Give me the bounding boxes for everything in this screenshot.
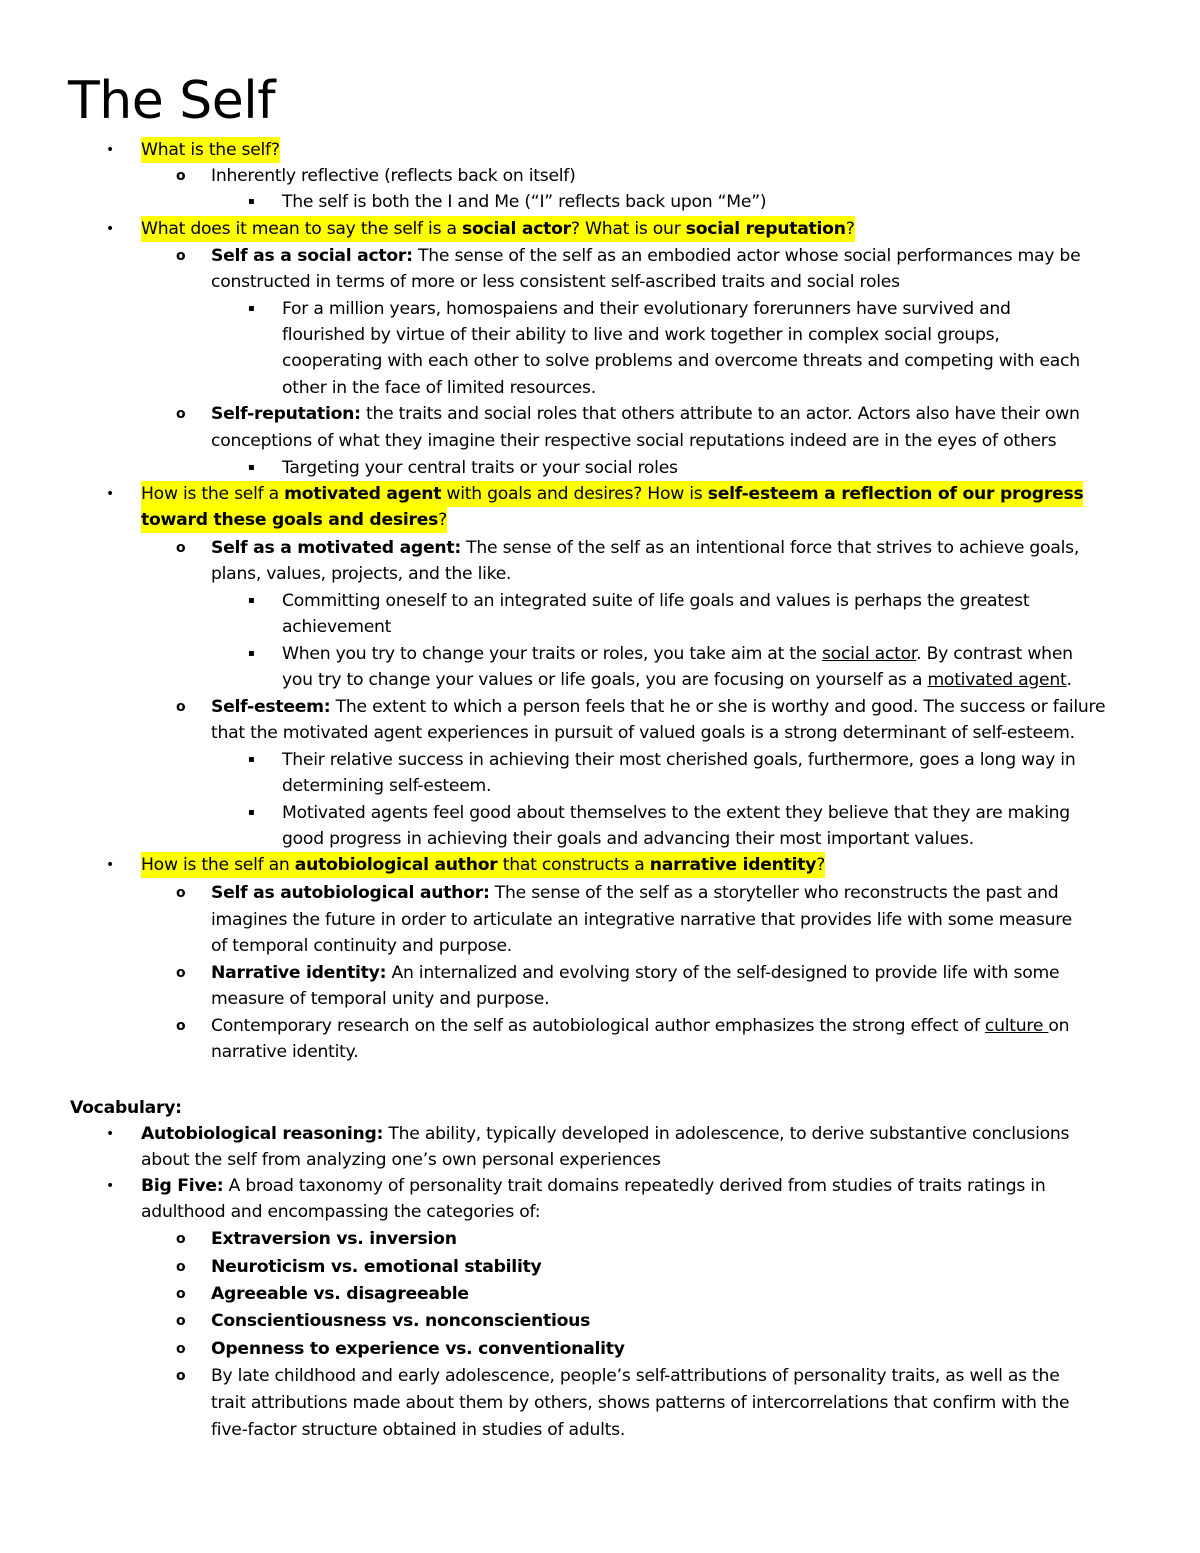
bullet-l1: • [106,142,115,158]
definition-text: The extent to which a person feels that he or she is worthy and good. The success or failure [330,697,1106,717]
change-text-part: . [1066,670,1072,690]
million-years-text: flourished by virtue of their ability to live and work together in complex social groups, [282,325,1000,345]
change-text [282,667,1072,693]
million-years-text: For a million years, homospaiens and their evolutionary forerunners have survived and [282,299,1011,319]
bullet-l2: o [176,248,186,264]
bullet-l1: • [106,486,115,502]
bullet-l2: o [176,1018,186,1034]
document-title: The Self [68,71,275,131]
million-years-text: cooperating with each other to solve problems and overcome threats and competing with each [282,351,1080,371]
term-self-reputation: Self-reputation: [211,404,361,424]
bullet-l2: o [176,1286,186,1302]
bullet-l2: o [176,1259,186,1275]
question-text: ? [438,510,447,530]
question-text: ? [816,855,826,875]
definition-text: imagines the future in order to articulate an integrative narrative that provides life with some measure [211,910,1073,930]
question-autobiological-author [141,852,825,878]
narrative-definition [211,960,1059,986]
change-text-part: . By contrast when [916,644,1073,664]
esteem-definition [211,694,1105,720]
committing-text: achievement [282,617,392,637]
trait-extraversion: Extraversion vs. inversion [211,1229,457,1249]
bullet-l1: • [106,857,115,873]
question-text: ? What is our [570,219,686,239]
definition-text: An internalized and evolving story of the self-designed to provide life with some [386,963,1060,983]
term-self-esteem: Self-esteem: [211,697,331,717]
question-social-actor [141,216,855,242]
contemporary-text [211,1013,1069,1039]
change-text [282,641,1073,667]
term-autobiological-author: Self as autobiological author: [211,883,490,903]
contemporary-text-part: Contemporary research on the self as autobiological author emphasizes the strong effect of [211,1016,985,1036]
contemporary-text: narrative identity. [211,1042,359,1062]
question-motivated-agent [141,481,1083,507]
question-term-self-esteem: self-esteem a reflection of our progress [707,484,1084,504]
relative-text: Their relative success in achieving their most cherished goals, furthermore, goes a long way in [282,750,1076,770]
trait-neuroticism: Neuroticism vs. emotional stability [211,1257,542,1277]
bullet-l2: o [176,885,186,901]
bullet-l3: ▪ [248,648,255,659]
vocabulary-heading: Vocabulary: [70,1098,182,1118]
definition-text: constructed in terms of more or less consistent self-ascribed traits and social roles [211,272,900,292]
relative-text: determining self-esteem. [282,776,492,796]
question-text: with goals and desires? How is [441,484,708,504]
reputation-definition [211,401,1080,427]
underlined-motivated-agent: motivated agent [927,670,1067,690]
question-text: that constructs a [497,855,650,875]
definition-text: measure of temporal unity and purpose. [211,989,550,1009]
definition-text: A broad taxonomy of personality trait domains repeatedly derived from studies of traits ratings in [223,1176,1046,1196]
bullet-l1: • [106,1178,115,1194]
bullet-l3: ▪ [248,462,255,473]
bullet-l3: ▪ [248,754,255,765]
definition-text: The sense of the self as a storyteller who reconstructs the past and [489,883,1059,903]
definition-text: about the self from analyzing one’s own personal experiences [141,1150,661,1170]
reflective-text: Inherently reflective (reflects back on itself) [211,166,576,186]
trait-openness: Openness to experience vs. conventionality [211,1339,625,1359]
late-childhood-text: By late childhood and early adolescence, people’s self-attributions of personality traits, as well as the [211,1366,1060,1386]
underlined-social-actor: social actor [821,644,917,664]
feel-good-text: Motivated agents feel good about themselves to the extent they believe that they are making [282,803,1070,823]
question-text: What does it mean to say the self is a [141,219,462,239]
bullet-l2: o [176,168,186,184]
change-text-part: When you try to change your traits or roles, you take aim at the [282,644,822,664]
bullet-l2: o [176,1231,186,1247]
question-text: How is the self a [141,484,285,504]
bullet-l1: • [106,1126,115,1142]
big-five-definition [141,1173,1045,1199]
question-term-social-actor: social actor [462,219,571,239]
question-motivated-agent-cont [141,507,447,533]
committing-text: Committing oneself to an integrated suite of life goals and values is perhaps the greatest [282,591,1030,611]
term-motivated-agent: Self as a motivated agent: [211,538,461,558]
question-term-autobiological-author: autobiological author [294,855,498,875]
bullet-l3: ▪ [248,807,255,818]
trait-conscientiousness: Conscientiousness vs. nonconscientious [211,1311,591,1331]
bullet-l2: o [176,699,186,715]
bullet-l2: o [176,965,186,981]
bullet-l2: o [176,540,186,556]
question-term-goals: toward these goals and desires [141,510,439,530]
question-term-motivated-agent: motivated agent [284,484,442,504]
late-childhood-text: trait attributions made about them by others, shows patterns of intercorrelations that confirm with the [211,1393,1070,1413]
underlined-culture: culture [984,1016,1049,1036]
definition-text: conceptions of what they imagine their respective social reputations indeed are in the eyes of others [211,431,1057,451]
bullet-l2: o [176,1341,186,1357]
definition-text: The sense of the self as an intentional force that strives to achieve goals, [460,538,1080,558]
feel-good-text: good progress in achieving their goals and advancing their most important values. [282,829,974,849]
definition-text: that the motivated agent experiences in pursuit of valued goals is a strong determinant of self-esteem. [211,723,1075,743]
definition-text: the traits and social roles that others attribute to an actor. Actors also have their own [360,404,1080,424]
bullet-l2: o [176,1368,186,1384]
actor-definition [211,243,1080,269]
question-text: ? [845,219,855,239]
trait-agreeable: Agreeable vs. disagreeable [211,1284,469,1304]
term-narrative-identity: Narrative identity: [211,963,387,983]
bullet-l3: ▪ [248,196,255,207]
change-text-part: you try to change your values or life goals, you are focusing on yourself as a [282,670,928,690]
definition-text: The sense of the self as an embodied actor whose social performances may be [412,246,1081,266]
definition-text: adulthood and encompassing the categories of: [141,1202,541,1222]
contemporary-text-part: on [1048,1016,1070,1036]
term-autobiological-reasoning: Autobiological reasoning: [141,1124,384,1144]
definition-text: plans, values, projects, and the like. [211,564,512,584]
bullet-l1: • [106,221,115,237]
bullet-l3: ▪ [248,595,255,606]
term-social-actor: Self as a social actor: [211,246,413,266]
late-childhood-text: five-factor structure obtained in studies of adults. [211,1420,626,1440]
question-what-is-self: What is the self? [141,137,280,163]
question-text: How is the self an [141,855,295,875]
agent-definition [211,535,1079,561]
definition-text: of temporal continuity and purpose. [211,936,512,956]
author-definition [211,880,1058,906]
bullet-l3: ▪ [248,303,255,314]
definition-text: The ability, typically developed in adolescence, to derive substantive conclusions [383,1124,1070,1144]
bullet-l2: o [176,406,186,422]
bullet-l2: o [176,1313,186,1329]
targeting-text: Targeting your central traits or your social roles [282,458,678,478]
question-term-narrative-identity: narrative identity [649,855,817,875]
term-big-five: Big Five: [141,1176,224,1196]
million-years-text: other in the face of limited resources. [282,378,596,398]
question-term-social-reputation: social reputation [685,219,846,239]
autobio-reasoning-definition [141,1121,1069,1147]
i-and-me-text: The self is both the I and Me (“I” reflects back upon “Me”) [282,192,767,212]
